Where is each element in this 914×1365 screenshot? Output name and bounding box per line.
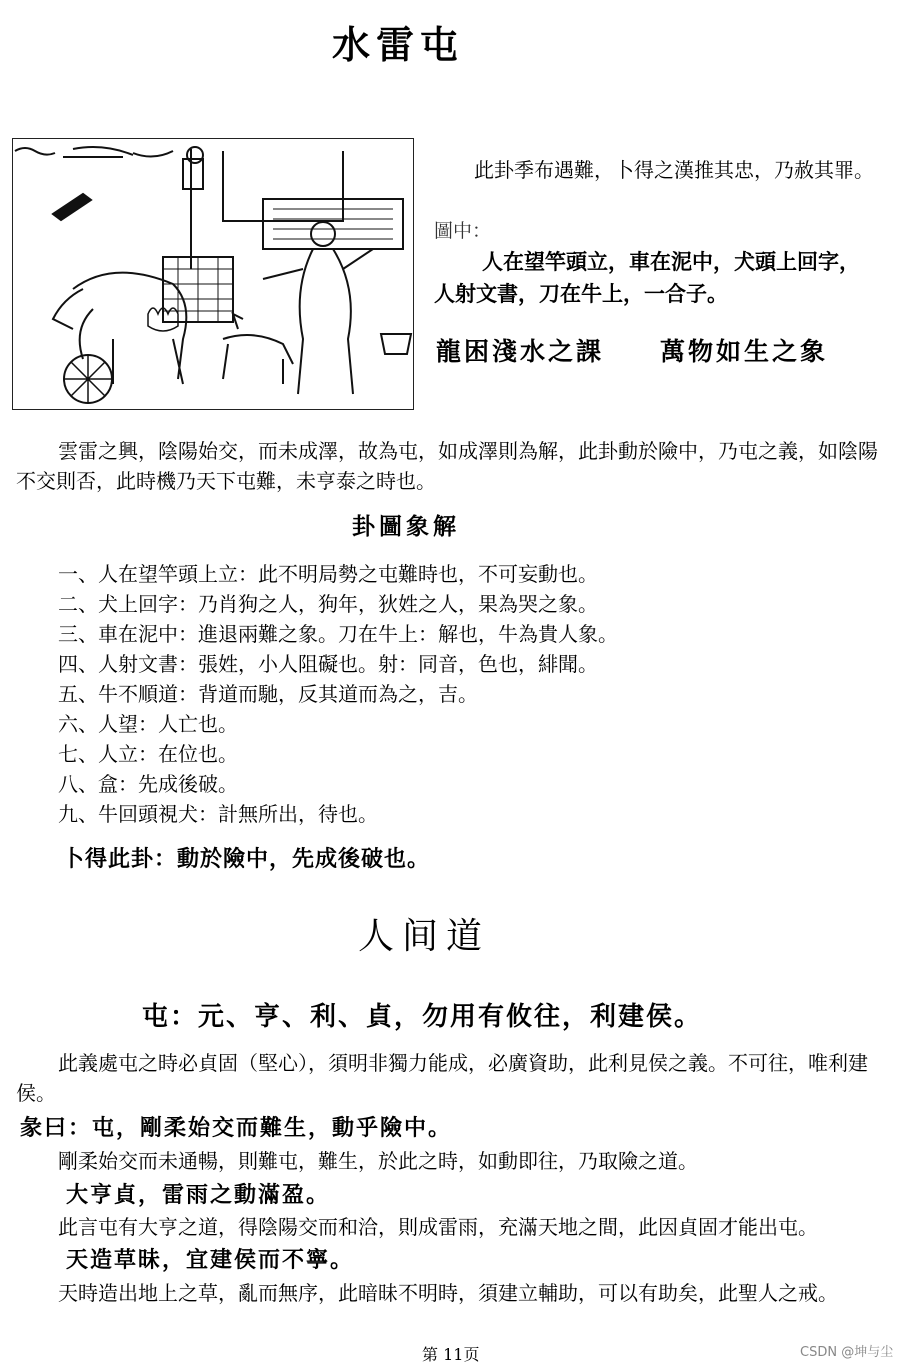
list-item: 一、人在望竿頭上立：此不明局勢之屯難時也，不可妄動也。 [58,562,598,586]
explanation-1: 剛柔始交而未通暢，則難屯，難生，於此之時，如動即往，乃取險之道。 [58,1149,698,1173]
commentary-1: 彖曰：屯，剛柔始交而難生，動乎險中。 [20,1115,453,1141]
list-item: 二、犬上回字：乃肖狗之人，狗年，狄姓之人，果為哭之象。 [58,592,598,616]
list-item: 九、牛回頭視犬：計無所出，待也。 [58,802,378,826]
woodcut-illustration [12,138,414,410]
list-item: 八、盒：先成後破。 [58,772,238,796]
page-title: 水雷屯 [332,22,465,67]
commentary-3: 天造草昧，宜建侯而不寧。 [66,1247,355,1273]
list-item: 五、牛不順道：背道而馳，反其道而為之，吉。 [58,682,478,706]
figure-description-line1: 人在望竿頭立，車在泥中，犬頭上回字， [482,249,860,274]
list-item: 七、人立：在位也。 [58,742,238,766]
commentary-2: 大亨貞，雷雨之動滿盈。 [66,1182,331,1208]
subtitle-dragon: 龍困淺水之課 [436,337,605,366]
section-title-hexagram: 卦圖象解 [352,513,460,540]
hexagram-judgement: 屯：元、亨、利、貞，勿用有攸往，利建侯。 [142,1002,703,1032]
page-number: 第 11页 [422,1345,480,1364]
explanation-3: 天時造出地上之草，亂而無序，此暗昧不明時，須建立輔助，可以有助矣，此聖人之戒。 [58,1281,838,1305]
paragraph-2: 此義處屯之時必貞固（堅心），須明非獨力能成，必廣資助，此利見侯之義。不可往，唯利建侯。 [16,1051,868,1105]
figure-description-line2: 人射文書，刀在牛上，一合子。 [434,281,728,306]
subtitle-myriad: 萬物如生之象 [660,337,829,366]
paragraph-1: 雲雷之興，陰陽始交，而未成澤，故為屯，如成澤則為解，此卦動於險中，乃屯之義，如陰陽不交則否，此時機乃天下屯難，未亨泰之時也。 [16,439,878,493]
woodcut-drawing [13,139,413,409]
intro-text: 此卦季布遇難，卜得之漢推其忠，乃赦其罪。 [474,158,874,182]
list-item: 三、車在泥中：進退兩難之象。刀在牛上：解也，牛為貴人象。 [58,622,618,646]
section-title-human-way: 人间道 [358,916,491,957]
watermark: CSDN @坤与尘 [800,1345,894,1360]
list-item: 四、人射文書：張姓，小人阻礙也。射：同音，色也，緋聞。 [58,652,598,676]
explanation-2: 此言屯有大亨之道，得陰陽交而和洽，則成雷雨，充滿天地之間，此因貞固才能出屯。 [58,1215,818,1239]
figure-label: 圖中： [434,220,492,242]
divination-summary: 卜得此卦：動於險中，先成後破也。 [62,846,431,872]
list-item: 六、人望：人亡也。 [58,712,238,736]
